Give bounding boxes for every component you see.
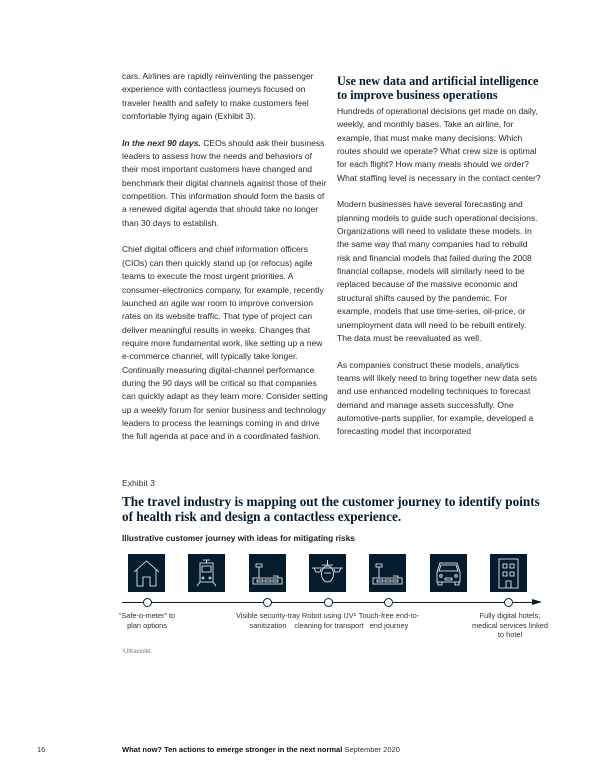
timeline-point xyxy=(324,598,333,607)
step-label: Fully digital hotels; medical services linked to hotel xyxy=(472,611,548,640)
paragraph xyxy=(122,137,328,230)
airport-terminal-icon xyxy=(369,554,406,592)
step-label: Visible security-tray sanitization xyxy=(236,611,300,630)
airplane-icon xyxy=(309,554,346,592)
timeline-point xyxy=(263,598,272,607)
step-label: Robot using UV¹ cleaning for transport xyxy=(294,611,364,630)
exhibit-title: The travel industry is mapping out the customer journey to identify points of health risk and design a contactless experience. xyxy=(122,494,540,524)
house-icon xyxy=(128,554,165,592)
timeline-point xyxy=(384,598,393,607)
paragraph: Chief digital officers and chief information officers (CIOs) can then quickly stand up (or refocus) agile teams to execute the most urgent priorities. A consumer-electronics company, for example, recently launched an agile war room to improve conversion rates on its website traffic. That type of project can deliver meaningful results in weeks. Changes that require more fundamental work, like setting up a new e-commerce channel, will typically take longer. Continually measuring digital-channel performance during the 90 days will be critical so that companies can quickly adapt as they learn more. Consider setting up a weekly forum for senior business and technology leaders to process the learnings coming in and drive the full agenda at pace and in a coordinated fashion. xyxy=(122,244,328,442)
footer-publication xyxy=(122,745,400,754)
step-label: “Safe-o-meter” to plan options xyxy=(118,611,176,630)
publication-date: September 2020 xyxy=(344,745,400,754)
exhibit-subtitle: Illustrative customer journey with ideas for mitigating risks xyxy=(122,533,355,543)
train-icon xyxy=(188,554,225,592)
timeline-point xyxy=(143,598,152,607)
paragraph: As companies construct these models, analytics teams will likely need to bring together new data sets and use enhanced modeling techniques to forecast demand and manage assets successfully. One automotive-parts supplier, for example, developed a forecasting model that incorporated xyxy=(337,359,538,437)
page-number: 16 xyxy=(37,745,46,754)
paragraph-text: CEOs should ask their business leaders to assess how the needs and behaviors of their most important customers have changed and benchmark their digital channels against those of their competition. This information should form the basis of a renewed digital agenda that should take no longer than 30 days to establish. xyxy=(122,137,327,228)
paragraph: Hundreds of operational decisions get made on daily, weekly, and monthly bases. Take an airline, for example, that must make many decisions: Which routes should we operate? What crew size is optimal for each flight? How many meals should we order? What staffing level is necessary in the contact center? xyxy=(337,106,541,183)
exhibit-label: Exhibit 3 xyxy=(122,478,155,488)
airport-terminal-icon xyxy=(249,554,286,592)
right-column xyxy=(337,75,543,452)
timeline-point xyxy=(504,598,513,607)
arrow-icon xyxy=(532,599,542,605)
hotel-building-icon xyxy=(490,554,527,592)
footnote: ¹Ultraviolet. xyxy=(122,649,153,655)
car-icon xyxy=(430,554,467,592)
paragraph-lead: In the next 90 days. xyxy=(122,137,201,148)
paragraph: cars. Airlines are rapidly reinventing the passenger experience with contactless journeys focused on traveler health and safety to make customers feel comfortable flying again (Exhibit 3). xyxy=(122,71,314,122)
publication-title: What now? Ten actions to emerge stronger in the next normal xyxy=(122,745,343,754)
section-heading: Use new data and artificial intelligence to improve business operations xyxy=(337,74,539,102)
left-column xyxy=(122,70,328,457)
paragraph: Modern businesses have several forecasting and planning models to guide such operational decisions. Organizations will need to validate these models. In the same way that many companies had to rebuild risk and financial models that failed during the 2008 financial collapse, models will similarly need to be replaced because of the massive economic and structural shifts caused by the pandemic. For example, models that use time-series, oil-price, or unemployment data will need to be rebuilt entirely. The data must be reevaluated as well. xyxy=(337,199,538,343)
step-label: Touch-free end-to-end journey xyxy=(358,611,420,630)
